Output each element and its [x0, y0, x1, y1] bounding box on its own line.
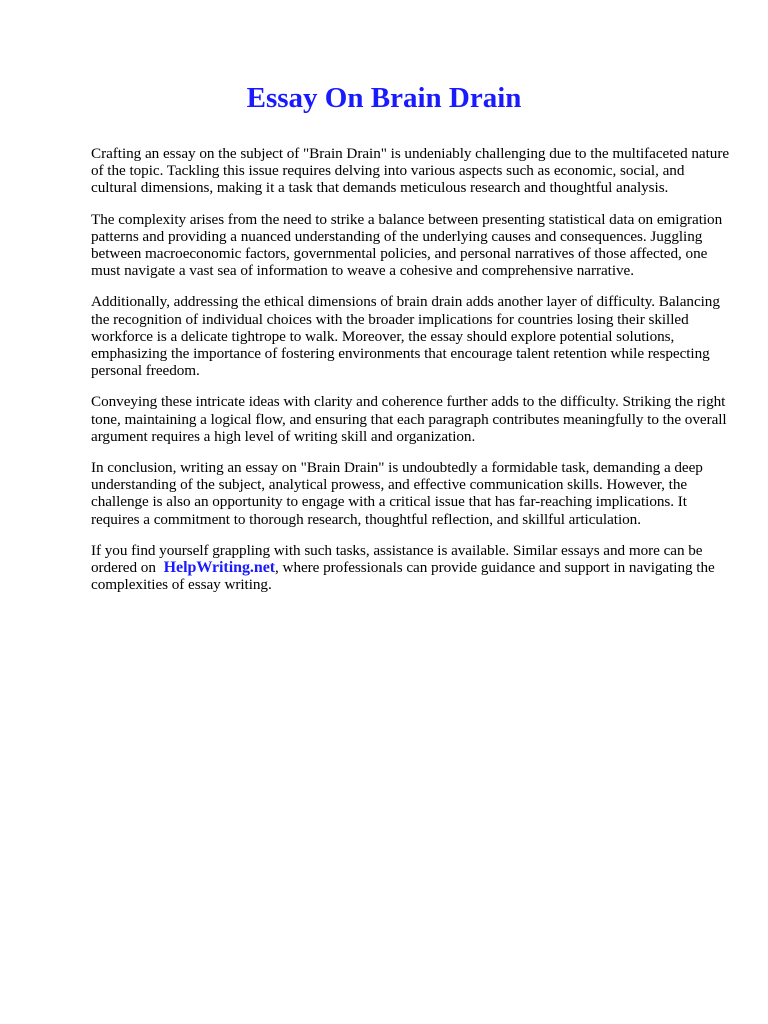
paragraph-4: Conveying these intricate ideas with clarity and coherence further adds to the difficulty. Striking the right tone, maintaining a logical flow, and ensuring that each paragraph contributes meaningfully to the overall argument requires a high level of writing skill and organization.: [91, 393, 727, 445]
essay-body: [91, 145, 731, 593]
paragraph-6-after-link: , where professionals can provide guidance and support in navigating the complexities of essay writing.: [91, 559, 715, 594]
page-title: Essay On Brain Drain: [246, 82, 522, 114]
helpwriting-link[interactable]: HelpWriting.net: [163, 559, 276, 577]
paragraph-5: In conclusion, writing an essay on "Brain Drain" is undoubtedly a formidable task, demanding a deep understanding of the subject, analytical prowess, and effective communication skills. However, the challenge is also an opportunity to engage with a critical issue that has far-reaching implications. It requires a commitment to thorough research, thoughtful reflection, and skillful articulation.: [91, 459, 703, 528]
paragraph-1: Crafting an essay on the subject of "Brain Drain" is undeniably challenging due to the multifaceted nature of the topic. Tackling this issue requires delving into various aspects such as economic, social, and cultural dimensions, making it a task that demands meticulous research and thoughtful analysis.: [91, 145, 730, 197]
paragraph-6: [91, 542, 731, 594]
paragraph-2: The complexity arises from the need to strike a balance between presenting statistical data on emigration patterns and providing a nuanced understanding of the underlying causes and consequences. Juggling between macroeconomic factors, governmental policies, and personal narratives of those affected, one must navigate a vast sea of information to weave a cohesive and comprehensive narrative.: [91, 210, 723, 280]
paragraph-3: Additionally, addressing the ethical dimensions of brain drain adds another layer of difficulty. Balancing the recognition of individual choices with the broader implications for countries losing their skilled workforce is a delicate tightrope to walk. Moreover, the essay should explore potential solutions, emphasizing the importance of fostering environments that encourage talent retention while respecting personal freedom.: [91, 293, 720, 380]
paragraph-6-before-link: If you find yourself grappling with such tasks, assistance is available. Similar essays and more can be ordered on: [91, 541, 703, 577]
